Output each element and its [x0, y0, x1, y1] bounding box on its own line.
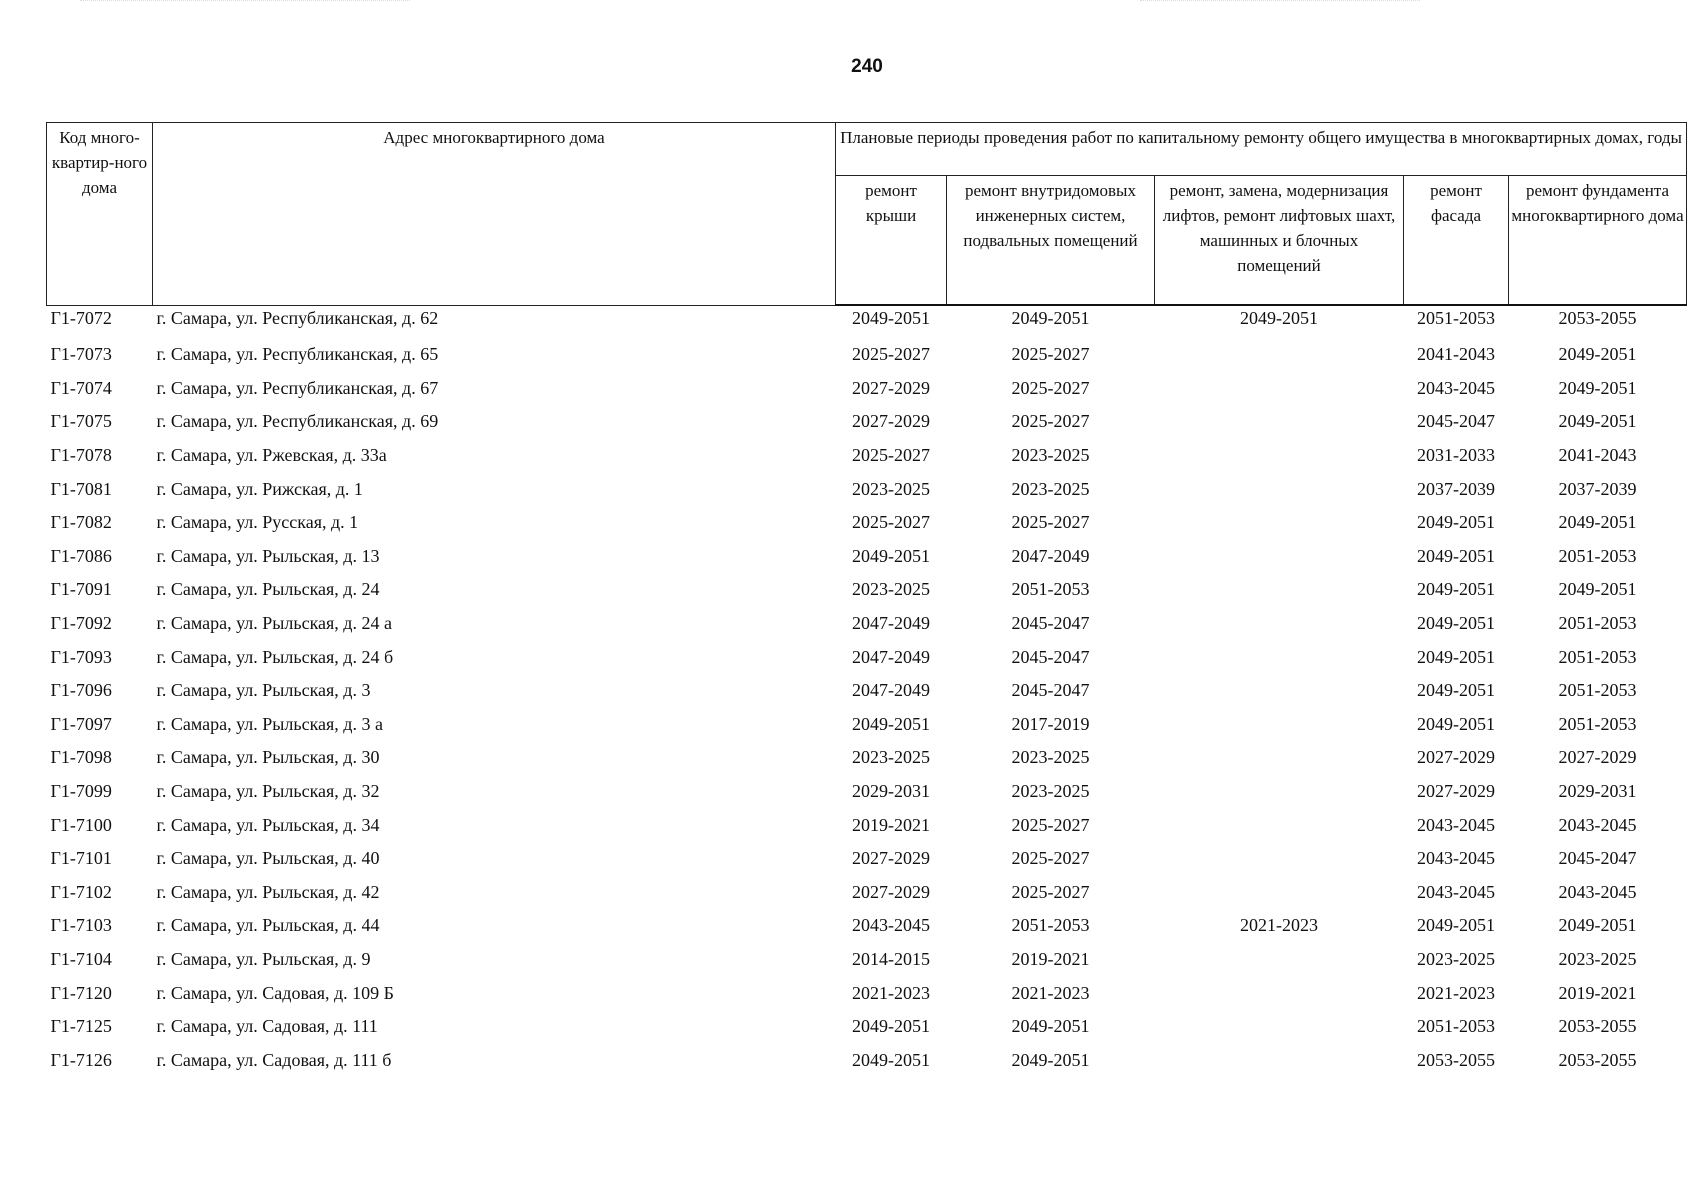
cell-address: г. Самара, ул. Рыльская, д. 3 а [156, 713, 383, 734]
cell-foundation: 2029-2031 [1558, 781, 1637, 802]
cell-foundation: 2019-2021 [1558, 982, 1637, 1003]
cell-roof: 2027-2029 [852, 881, 930, 902]
scan-noise [80, 0, 410, 15]
cell-lifts [1155, 472, 1404, 506]
cell-foundation: 2041-2043 [1558, 445, 1637, 466]
cell-foundation: 2051-2053 [1558, 545, 1637, 566]
cell-address: г. Самара, ул. Рыльская, д. 24 б [156, 646, 394, 667]
cell-foundation: 2023-2025 [1558, 948, 1637, 969]
cell-code: Г1-7078 [50, 445, 112, 466]
cell-roof: 2025-2027 [852, 344, 930, 365]
cell-foundation: 2043-2045 [1558, 881, 1637, 902]
cell-lifts [1155, 775, 1404, 809]
cell-foundation: 2043-2045 [1558, 814, 1637, 835]
cell-address: г. Самара, ул. Рыльская, д. 3 [156, 680, 371, 701]
cell-code: Г1-7082 [50, 512, 112, 533]
cell-foundation: 2051-2053 [1558, 613, 1637, 634]
cell-address: г. Самара, ул. Республиканская, д. 69 [156, 411, 439, 432]
cell-facade: 2045-2047 [1417, 411, 1495, 432]
cell-foundation: 2049-2051 [1558, 377, 1637, 398]
cell-facade: 2023-2025 [1417, 948, 1495, 969]
cell-lifts [1155, 808, 1404, 842]
header-roof: ремонт крыши [836, 176, 947, 306]
cell-roof: 2049-2051 [852, 545, 930, 566]
cell-address: г. Самара, ул. Рыльская, д. 24 [156, 579, 380, 600]
cell-address: г. Самара, ул. Рыльская, д. 40 [156, 848, 380, 869]
cell-lifts [1155, 1043, 1404, 1077]
cell-address: г. Самара, ул. Рижская, д. 1 [156, 478, 363, 499]
cell-engineering: 2023-2025 [1011, 445, 1090, 466]
cell-engineering: 2023-2025 [1011, 747, 1090, 768]
cell-foundation: 2053-2055 [1558, 308, 1637, 328]
cell-foundation: 2053-2055 [1558, 1049, 1637, 1070]
cell-engineering: 2045-2047 [1011, 613, 1090, 634]
table-row [47, 640, 1687, 674]
cell-roof: 2025-2027 [852, 445, 930, 466]
table-row [47, 472, 1687, 506]
header-facade: ремонт фасада [1404, 176, 1509, 306]
cell-code: Г1-7092 [50, 613, 112, 634]
cell-code: Г1-7074 [50, 377, 112, 398]
cell-roof: 2023-2025 [852, 579, 930, 600]
cell-address: г. Самара, ул. Садовая, д. 109 Б [156, 982, 394, 1003]
cell-address: г. Самара, ул. Рыльская, д. 42 [156, 881, 380, 902]
table-row [47, 372, 1687, 406]
table-row [47, 573, 1687, 607]
cell-engineering: 2051-2053 [1011, 579, 1090, 600]
cell-code: Г1-7103 [50, 915, 112, 936]
table-row [47, 842, 1687, 876]
cell-foundation: 2049-2051 [1558, 344, 1637, 365]
cell-address: г. Самара, ул. Рыльская, д. 44 [156, 915, 380, 936]
cell-foundation: 2049-2051 [1558, 512, 1637, 533]
table-row [47, 943, 1687, 977]
cell-engineering: 2023-2025 [1011, 781, 1090, 802]
cell-roof: 2049-2051 [852, 1049, 930, 1070]
table-row [47, 976, 1687, 1010]
cell-code: Г1-7100 [50, 814, 112, 835]
table-row [47, 506, 1687, 540]
cell-address: г. Самара, ул. Русская, д. 1 [156, 512, 359, 533]
cell-lifts [1155, 1010, 1404, 1044]
cell-facade: 2027-2029 [1417, 747, 1495, 768]
cell-engineering: 2045-2047 [1011, 646, 1090, 667]
cell-code: Г1-7104 [50, 948, 112, 969]
cell-lifts [1155, 943, 1404, 977]
cell-address: г. Самара, ул. Рыльская, д. 24 а [156, 613, 392, 634]
cell-address: г. Самара, ул. Рыльская, д. 32 [156, 781, 380, 802]
cell-roof: 2049-2051 [852, 1016, 930, 1037]
cell-facade: 2049-2051 [1417, 545, 1495, 566]
table-row [47, 808, 1687, 842]
cell-foundation: 2045-2047 [1558, 848, 1637, 869]
cell-code: Г1-7120 [50, 982, 112, 1003]
cell-foundation: 2037-2039 [1558, 478, 1637, 499]
cell-code: Г1-7081 [50, 478, 112, 499]
cell-foundation: 2051-2053 [1558, 713, 1637, 734]
table-row [47, 405, 1687, 439]
cell-engineering: 2025-2027 [1011, 512, 1090, 533]
header-periods: Плановые периоды проведения работ по капитальному ремонту общего имущества в многоквартирных домах, годы [836, 123, 1687, 176]
cell-foundation: 2051-2053 [1558, 680, 1637, 701]
table-row [47, 775, 1687, 809]
header-lifts: ремонт, замена, модернизация лифтов, ремонт лифтовых шахт, машинных и блочных помещений [1155, 176, 1404, 306]
cell-foundation: 2053-2055 [1558, 1016, 1637, 1037]
cell-facade: 2049-2051 [1417, 512, 1495, 533]
cell-facade: 2043-2045 [1417, 881, 1495, 902]
cell-engineering: 2023-2025 [1011, 478, 1090, 499]
cell-facade: 2043-2045 [1417, 814, 1495, 835]
cell-roof: 2027-2029 [852, 377, 930, 398]
cell-roof: 2029-2031 [852, 781, 930, 802]
cell-address: г. Самара, ул. Рыльская, д. 13 [156, 545, 380, 566]
cell-roof: 2027-2029 [852, 411, 930, 432]
cell-address: г. Самара, ул. Рыльская, д. 30 [156, 747, 380, 768]
cell-facade: 2049-2051 [1417, 915, 1495, 936]
cell-code: Г1-7093 [50, 646, 112, 667]
cell-roof: 2023-2025 [852, 747, 930, 768]
cell-engineering: 2049-2051 [1011, 1016, 1090, 1037]
cell-lifts: 2049-2051 [1240, 308, 1318, 328]
table-row [47, 741, 1687, 775]
cell-lifts [1155, 607, 1404, 641]
table-row [47, 1010, 1687, 1044]
header-code: Код много-квартир-ного дома [47, 123, 153, 306]
cell-foundation: 2027-2029 [1558, 747, 1637, 768]
cell-lifts [1155, 842, 1404, 876]
cell-facade: 2049-2051 [1417, 646, 1495, 667]
cell-code: Г1-7086 [50, 545, 112, 566]
cell-code: Г1-7126 [50, 1049, 112, 1070]
cell-roof: 2023-2025 [852, 478, 930, 499]
cell-roof: 2049-2051 [852, 308, 930, 328]
cell-foundation: 2049-2051 [1558, 411, 1637, 432]
cell-lifts [1155, 506, 1404, 540]
cell-foundation: 2049-2051 [1558, 579, 1637, 600]
table-row [47, 607, 1687, 641]
cell-engineering: 2051-2053 [1011, 915, 1090, 936]
cell-address: г. Самара, ул. Рыльская, д. 34 [156, 814, 380, 835]
cell-code: Г1-7101 [50, 848, 112, 869]
cell-facade: 2049-2051 [1417, 713, 1495, 734]
cell-foundation: 2049-2051 [1558, 915, 1637, 936]
cell-address: г. Самара, ул. Рыльская, д. 9 [156, 948, 371, 969]
cell-engineering: 2017-2019 [1011, 713, 1090, 734]
cell-engineering: 2025-2027 [1011, 848, 1090, 869]
cell-engineering: 2025-2027 [1011, 814, 1090, 835]
cell-engineering: 2019-2021 [1011, 948, 1090, 969]
repair-schedule-table [46, 122, 1687, 1077]
cell-facade: 2043-2045 [1417, 848, 1495, 869]
cell-facade: 2041-2043 [1417, 344, 1495, 365]
table-header [47, 123, 1687, 306]
cell-lifts [1155, 708, 1404, 742]
cell-address: г. Самара, ул. Садовая, д. 111 [156, 1016, 378, 1037]
cell-code: Г1-7125 [50, 1016, 112, 1037]
cell-lifts [1155, 439, 1404, 473]
cell-facade: 2043-2045 [1417, 377, 1495, 398]
cell-engineering: 2049-2051 [1011, 1049, 1090, 1070]
cell-facade: 2051-2053 [1417, 308, 1495, 328]
cell-lifts [1155, 674, 1404, 708]
cell-engineering: 2045-2047 [1011, 680, 1090, 701]
cell-code: Г1-7098 [50, 747, 112, 768]
table-row [47, 338, 1687, 372]
table-row [47, 674, 1687, 708]
cell-roof: 2043-2045 [852, 915, 930, 936]
cell-address: г. Самара, ул. Ржевская, д. 33а [156, 445, 387, 466]
cell-facade: 2053-2055 [1417, 1049, 1495, 1070]
cell-lifts [1155, 338, 1404, 372]
table-row [47, 439, 1687, 473]
cell-address: г. Самара, ул. Республиканская, д. 62 [156, 307, 439, 328]
cell-code: Г1-7096 [50, 680, 112, 701]
cell-lifts [1155, 741, 1404, 775]
cell-code: Г1-7102 [50, 881, 112, 902]
cell-facade: 2021-2023 [1417, 982, 1495, 1003]
cell-facade: 2027-2029 [1417, 781, 1495, 802]
table-body [47, 305, 1687, 1077]
cell-engineering: 2047-2049 [1011, 545, 1090, 566]
cell-engineering: 2025-2027 [1011, 411, 1090, 432]
cell-roof: 2047-2049 [852, 646, 930, 667]
cell-code: Г1-7099 [50, 781, 112, 802]
cell-engineering: 2025-2027 [1011, 344, 1090, 365]
cell-facade: 2031-2033 [1417, 445, 1495, 466]
cell-lifts [1155, 876, 1404, 910]
cell-code: Г1-7073 [50, 344, 112, 365]
cell-roof: 2027-2029 [852, 848, 930, 869]
cell-address: г. Самара, ул. Республиканская, д. 67 [156, 377, 439, 398]
cell-roof: 2014-2015 [852, 948, 930, 969]
cell-code: Г1-7097 [50, 713, 112, 734]
cell-roof: 2047-2049 [852, 680, 930, 701]
table-row [47, 876, 1687, 910]
cell-code: Г1-7072 [50, 307, 112, 328]
cell-roof: 2047-2049 [852, 613, 930, 634]
table-row [47, 540, 1687, 574]
cell-engineering: 2025-2027 [1011, 377, 1090, 398]
cell-address: г. Самара, ул. Садовая, д. 111 б [156, 1049, 392, 1070]
cell-engineering: 2021-2023 [1011, 982, 1090, 1003]
cell-lifts [1155, 640, 1404, 674]
cell-engineering: 2025-2027 [1011, 881, 1090, 902]
cell-lifts [1155, 405, 1404, 439]
cell-roof: 2021-2023 [852, 982, 930, 1003]
page-number: 240 [851, 56, 883, 77]
cell-facade: 2049-2051 [1417, 680, 1495, 701]
header-foundation: ремонт фундамента многоквартирного дома [1509, 176, 1687, 306]
cell-address: г. Самара, ул. Республиканская, д. 65 [156, 344, 439, 365]
cell-roof: 2019-2021 [852, 814, 930, 835]
table-row [47, 909, 1687, 943]
cell-lifts [1155, 540, 1404, 574]
cell-lifts [1155, 573, 1404, 607]
cell-lifts [1155, 976, 1404, 1010]
table-row [47, 708, 1687, 742]
cell-lifts [1155, 372, 1404, 406]
cell-lifts: 2021-2023 [1240, 915, 1318, 936]
header-address: Адрес многоквартирного дома [153, 123, 836, 306]
cell-code: Г1-7091 [50, 579, 112, 600]
cell-roof: 2025-2027 [852, 512, 930, 533]
cell-roof: 2049-2051 [852, 713, 930, 734]
cell-facade: 2049-2051 [1417, 579, 1495, 600]
scan-noise [1140, 0, 1420, 15]
header-engineering: ремонт внутридомовых инженерных систем, подвальных помещений [947, 176, 1155, 306]
cell-foundation: 2051-2053 [1558, 646, 1637, 667]
table-row [47, 1043, 1687, 1077]
cell-facade: 2049-2051 [1417, 613, 1495, 634]
table-row [47, 305, 1687, 338]
cell-facade: 2051-2053 [1417, 1016, 1495, 1037]
cell-facade: 2037-2039 [1417, 478, 1495, 499]
cell-engineering: 2049-2051 [1011, 308, 1090, 328]
cell-code: Г1-7075 [50, 411, 112, 432]
